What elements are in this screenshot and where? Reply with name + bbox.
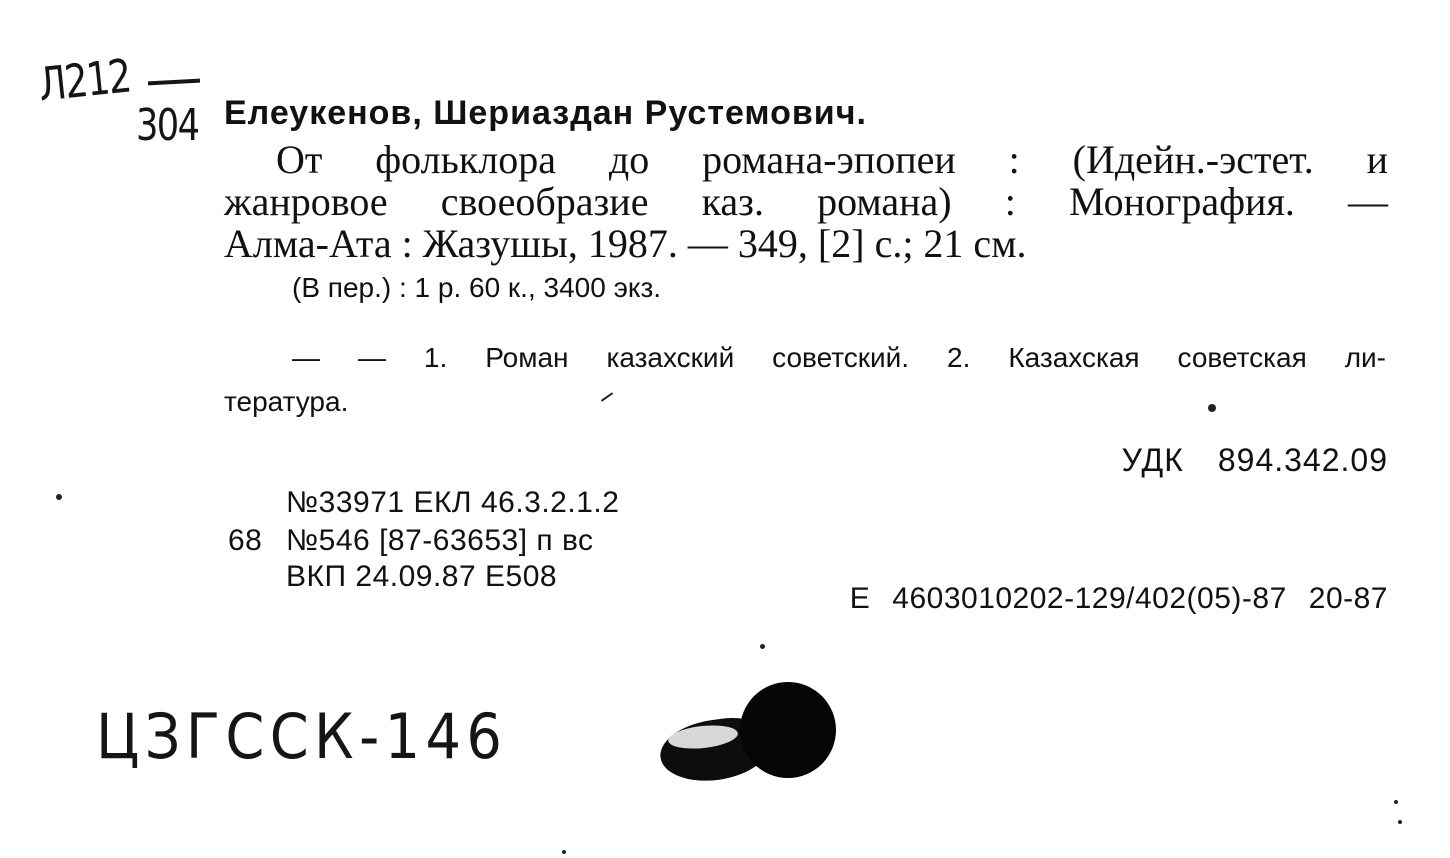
tech-line-2 xyxy=(228,526,594,556)
isbn-code: 4603010202-129/402(05)-87 xyxy=(892,582,1287,615)
speck xyxy=(1398,820,1402,824)
punch-hole xyxy=(740,682,836,778)
tech-line-2-number: 68 xyxy=(228,524,263,557)
imprint-line: Алма-Ата : Жазушы, 1987. — 349, [2] с.; 21 см. xyxy=(224,221,1027,266)
author-heading: Елеукенов, Шериаздан Рустемович. xyxy=(224,94,867,132)
title-line-2-text: жанровое своеобразие каз. романа) : Монография. — xyxy=(224,179,1388,224)
subjects-line-2: тература. xyxy=(224,386,349,417)
udk-label: УДК xyxy=(1121,442,1184,478)
isbn-suffix: 20-87 xyxy=(1308,582,1388,615)
speck xyxy=(56,494,62,500)
tech-line-1: №33971 ЕКЛ 46.3.2.1.2 xyxy=(286,486,620,519)
title-line-1-text: От фольклора до романа-эпопеи : (Идейн.-эстет. и xyxy=(276,137,1388,182)
isbn-line xyxy=(850,584,1388,614)
speck xyxy=(760,644,765,649)
shelf-mark-dash xyxy=(148,79,200,86)
inventory-mark: ЦЗГССК-146 xyxy=(96,700,508,773)
shelf-mark-bottom: 304 xyxy=(136,100,199,151)
title-line-1 xyxy=(276,137,1388,182)
udk-classification xyxy=(1122,444,1388,476)
tech-line-3: ВКП 24.09.87 Е508 xyxy=(286,560,558,593)
speck xyxy=(562,850,566,854)
subjects-line-1 xyxy=(292,344,1386,372)
isbn-letter: Е xyxy=(849,582,871,615)
subjects-line-1-text: — — 1. Роман казахский советский. 2. Казахская советская ли- xyxy=(292,342,1386,373)
udk-value: 894.342.09 xyxy=(1217,442,1388,478)
speck xyxy=(1208,404,1216,412)
speck xyxy=(601,392,614,402)
tech-line-2-text: №546 [87-63653] п вс xyxy=(286,524,594,557)
speck xyxy=(1394,800,1398,804)
title-line-2 xyxy=(224,179,1388,224)
price-line: (В пер.) : 1 р. 60 к., 3400 экз. xyxy=(292,272,662,303)
shelf-mark-top: Л212 xyxy=(36,48,133,112)
